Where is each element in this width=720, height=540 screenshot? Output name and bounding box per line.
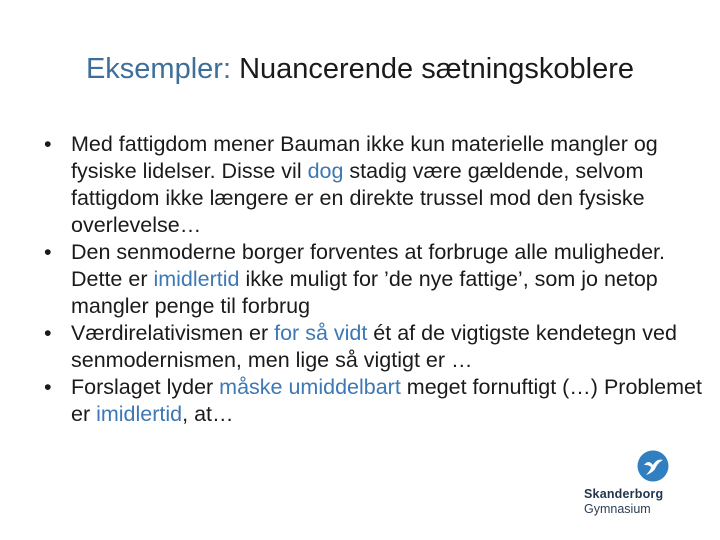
- bullet-item: [44, 320, 704, 374]
- school-logo: [584, 450, 684, 520]
- bullet-text: Forslaget lyder: [71, 375, 220, 399]
- title-main: Nuancerende sætningskoblere: [239, 53, 635, 85]
- slide-title: [0, 49, 720, 89]
- bullet-list: [44, 131, 704, 428]
- bullet-text: ikke muligt for ’de nye fattige’, som jo netop mangler penge til forbrug: [71, 267, 658, 318]
- bullet-dot: •: [44, 240, 52, 264]
- highlighted-connector: imidlertid: [96, 402, 183, 426]
- bullet-text: Med fattigdom mener Bauman ikke kun materielle mangler og fysiske lidelser. Disse vil: [71, 132, 658, 183]
- bullet-text: Den senmoderne borger forventes at forbruge alle muligheder. Dette er: [71, 240, 665, 291]
- bullet-text: stadig være gældende, selvom fattigdom ikke længere er en direkte trussel mod den fysiske overlevelse…: [71, 159, 645, 237]
- highlighted-connector: imidlertid: [153, 267, 240, 291]
- highlighted-connector: for så vidt: [274, 321, 368, 345]
- logo-subtitle: Gymnasium: [584, 502, 651, 516]
- bullet-dot: •: [44, 375, 52, 399]
- bullet-dot: •: [44, 321, 52, 345]
- title-prefix: Eksempler:: [85, 53, 231, 85]
- highlighted-connector: dog: [307, 159, 344, 183]
- bullet-item: [44, 374, 704, 428]
- bullet-text: , at…: [182, 402, 234, 426]
- logo-name: Skanderborg: [584, 487, 664, 501]
- bullet-dot: •: [44, 132, 52, 156]
- bullet-item: [44, 239, 704, 320]
- highlighted-connector: måske umiddelbart: [219, 375, 401, 399]
- bullet-text: ét af de vigtigste kendetegn ved senmodernismen, men lige så vigtigt er …: [71, 321, 677, 372]
- bullet-item: [44, 131, 704, 239]
- bird-icon: [637, 450, 669, 482]
- bullet-text: meget fornuftigt (…) Problemet er: [71, 375, 702, 426]
- bullet-text: Værdirelativismen er: [71, 321, 275, 345]
